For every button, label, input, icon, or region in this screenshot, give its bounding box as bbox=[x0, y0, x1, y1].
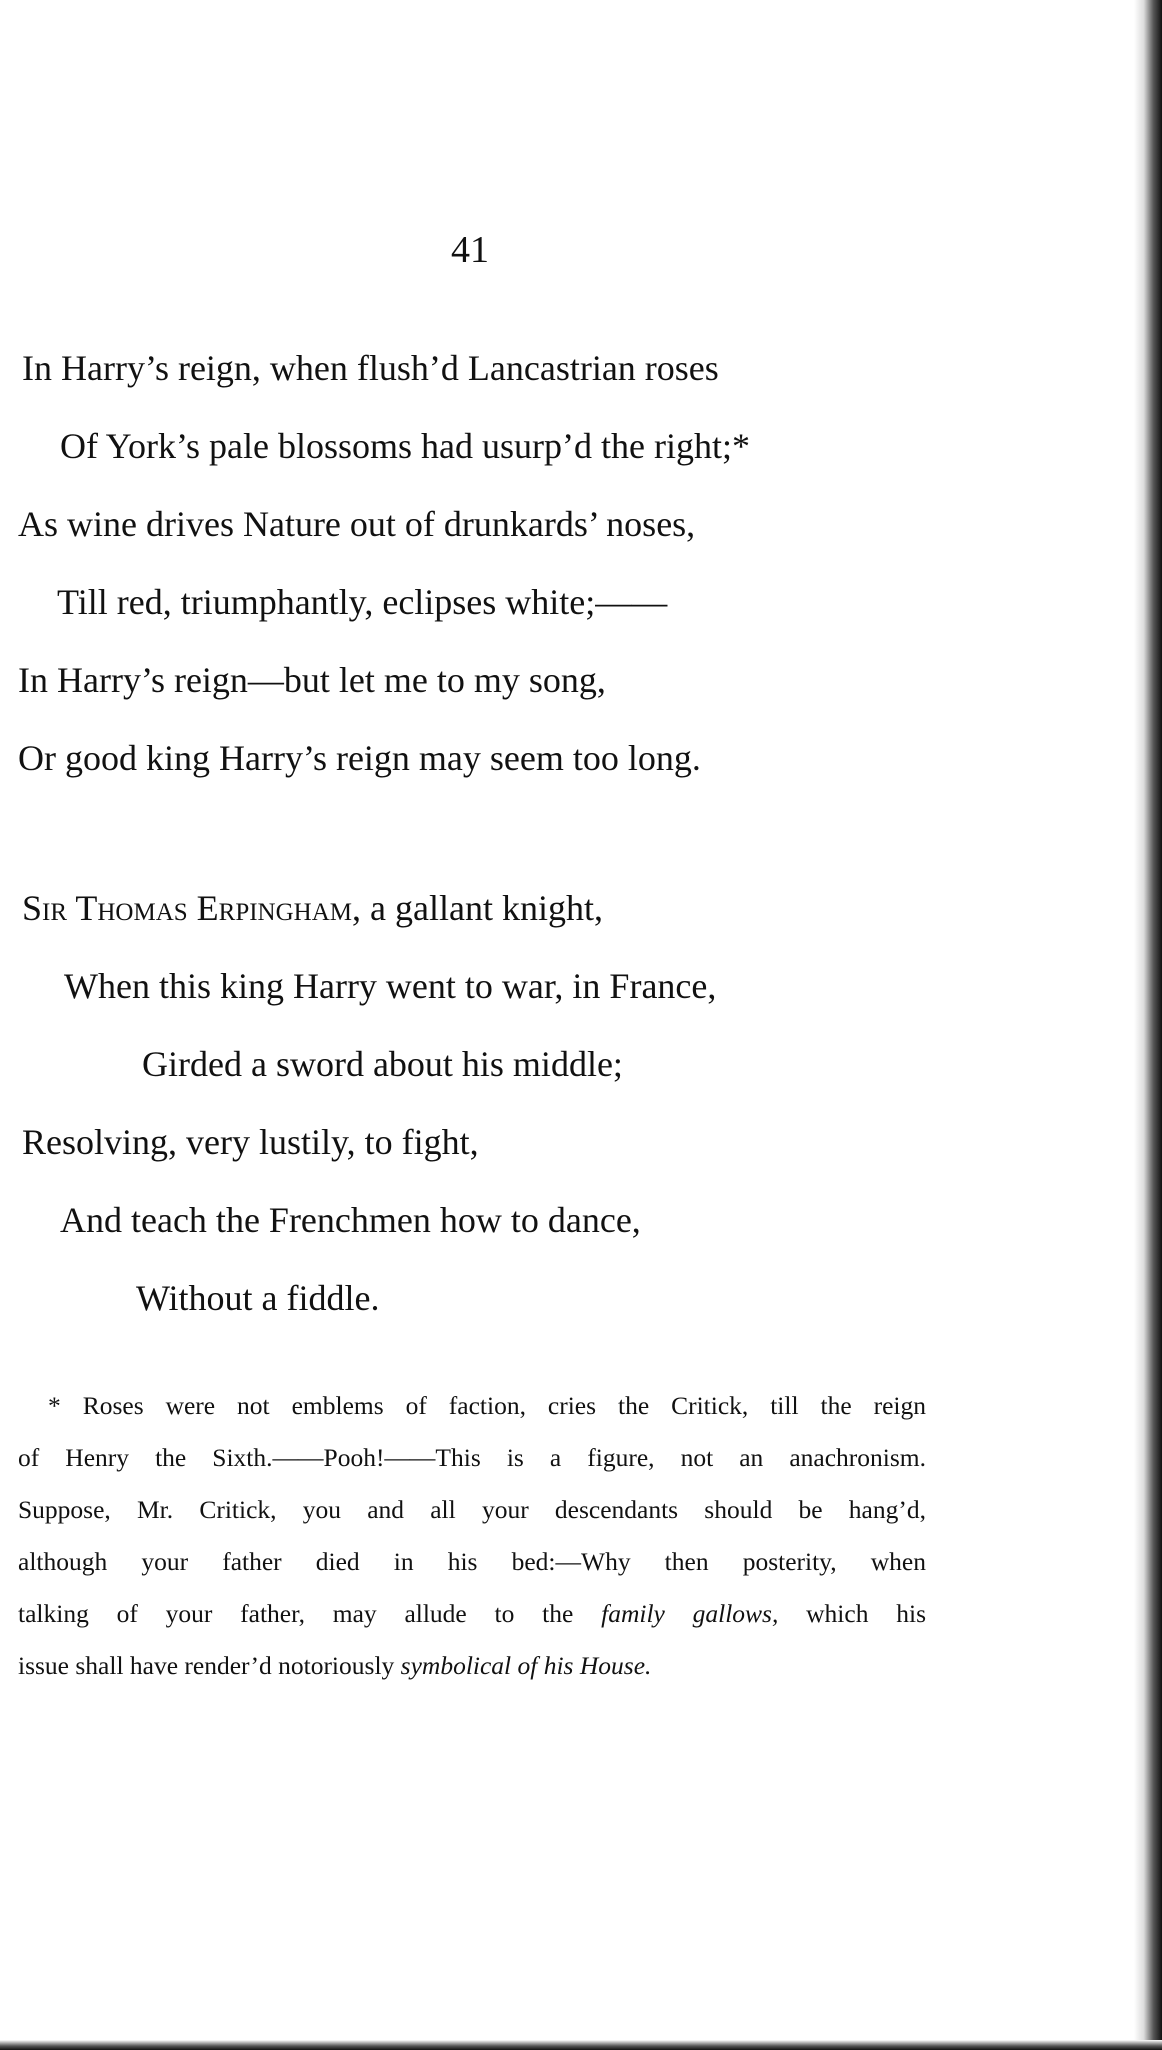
verse-line: Girded a sword about his middle; bbox=[142, 1044, 623, 1084]
verse-line-rest: a gallant knight, bbox=[361, 888, 603, 928]
knight-name: Sir Thomas Erpingham, bbox=[22, 888, 361, 928]
footnote-text: which his bbox=[778, 1599, 927, 1628]
verse-line: Till red, triumphantly, eclipses white;—— bbox=[57, 582, 668, 622]
footnote-italic-text: symbolical of his House. bbox=[400, 1651, 652, 1680]
verse-line: Resolving, very lustily, to fight, bbox=[22, 1122, 479, 1162]
footnote-italic-text: family gallows, bbox=[601, 1599, 779, 1628]
footnote-line bbox=[18, 1640, 926, 1692]
verse-line: Or good king Harry’s reign may seem too long. bbox=[18, 738, 701, 778]
verse-line: In Harry’s reign—but let me to my song, bbox=[18, 660, 606, 700]
footnote-line: Suppose, Mr. Critick, you and all your descendants should be hang’d, bbox=[18, 1495, 926, 1524]
verse-line: As wine drives Nature out of drunkards’ noses, bbox=[18, 504, 696, 544]
verse-line bbox=[22, 890, 603, 926]
footnote-text: talking of your father, may allude to the bbox=[18, 1599, 602, 1628]
footnote-line: although your father died in his bed:—Why then posterity, when bbox=[18, 1547, 926, 1576]
footnote-line bbox=[18, 1588, 926, 1640]
page-number: 41 bbox=[451, 229, 489, 271]
footnote-line: of Henry the Sixth.——Pooh!——This is a figure, not an anachronism. bbox=[18, 1443, 926, 1472]
page-bottom-edge bbox=[0, 2040, 1162, 2050]
page-edge-shadow bbox=[1134, 0, 1162, 2050]
verse-line: In Harry’s reign, when flush’d Lancastrian roses bbox=[22, 348, 719, 388]
verse-line: When this king Harry went to war, in France, bbox=[64, 966, 717, 1006]
verse-line: Without a fiddle. bbox=[136, 1278, 380, 1318]
verse-line: And teach the Frenchmen how to dance, bbox=[60, 1200, 641, 1240]
footnote-line: * Roses were not emblems of faction, cries the Critick, till the reign bbox=[48, 1391, 926, 1420]
footnote bbox=[18, 1380, 926, 1692]
footnote-text: issue shall have render’d notoriously bbox=[18, 1651, 401, 1680]
verse-line: Of York’s pale blossoms had usurp’d the right;* bbox=[60, 426, 750, 466]
